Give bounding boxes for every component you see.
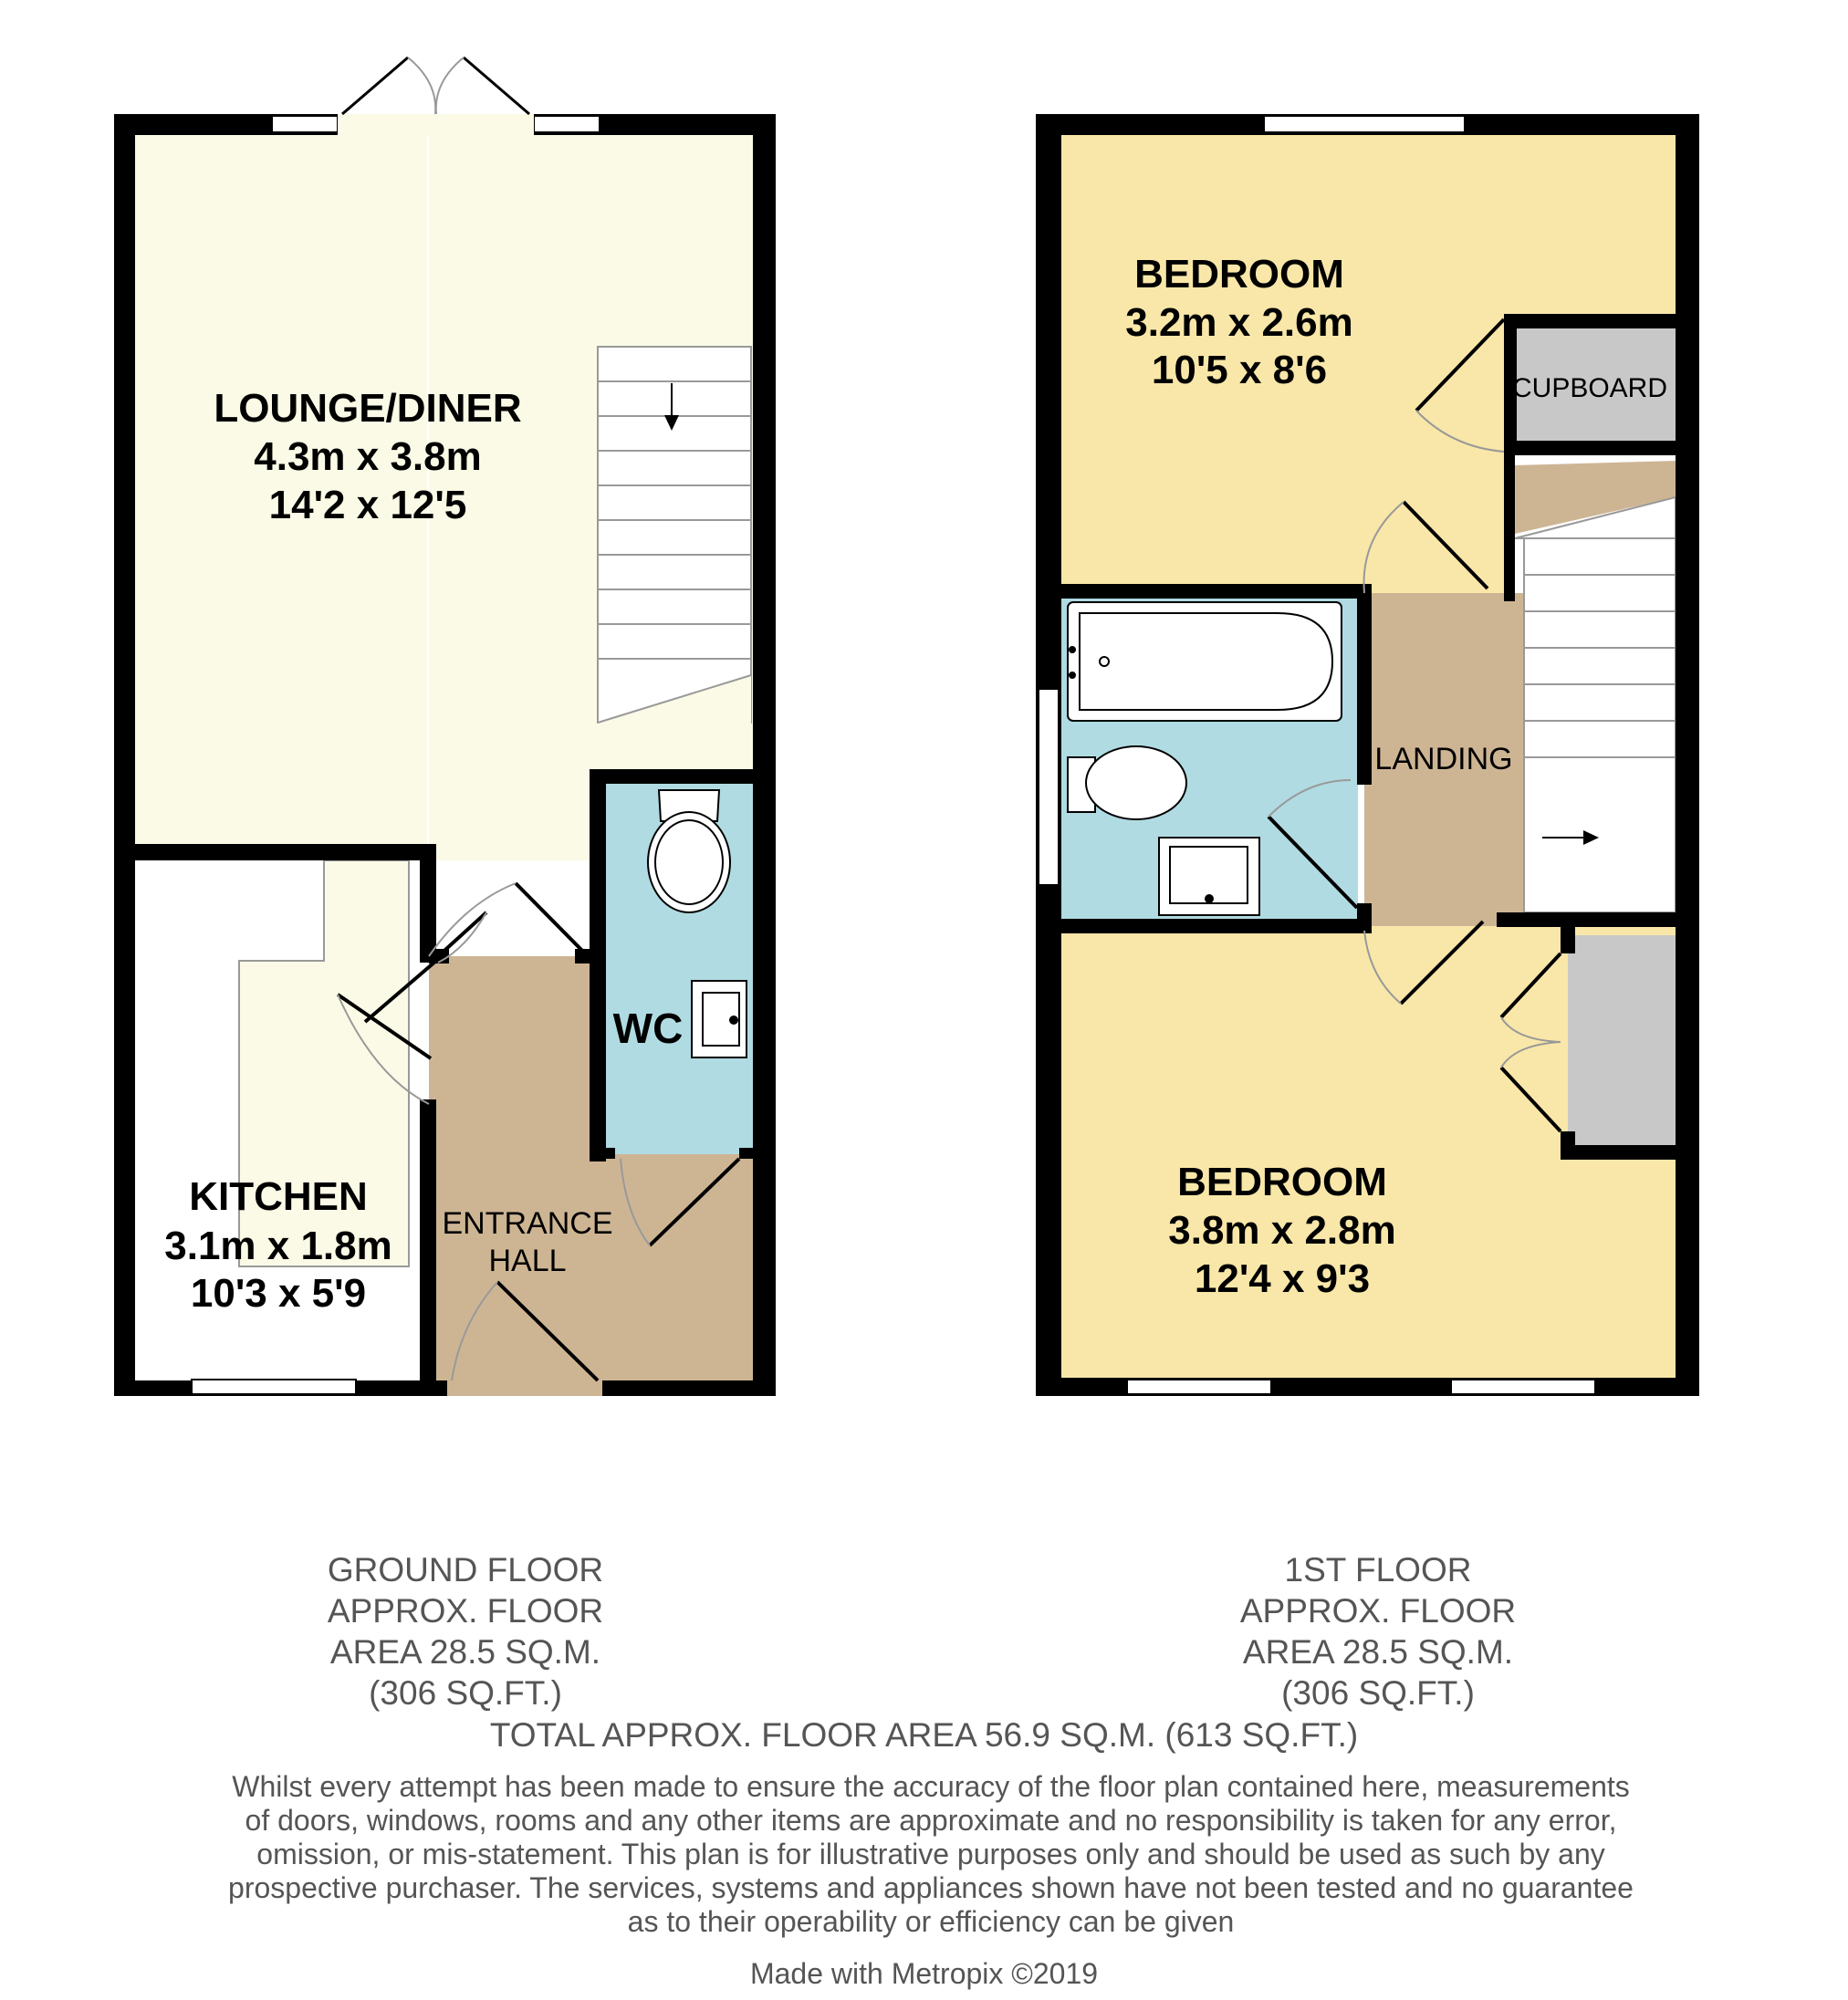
french-doors: [342, 57, 529, 114]
bedroom2-right-floor: [1568, 1157, 1676, 1378]
bedroom1-imperial: 10'5 x 8'6: [1151, 348, 1328, 392]
bedroom1-window: [1264, 116, 1465, 132]
bathroom-right-wall-upper: [1357, 584, 1372, 785]
ground-floor-caption: [201, 1549, 730, 1714]
bedroom2-metric: 3.8m x 2.8m: [1168, 1208, 1396, 1253]
ground-caption-line: GROUND FLOOR: [327, 1551, 604, 1589]
ground-caption-line: (306 SQ.FT.): [369, 1674, 562, 1712]
lounge-window-left: [272, 116, 338, 132]
landing-name: LANDING: [1374, 742, 1513, 776]
ground-caption-line: AREA 28.5 SQ.M.: [329, 1633, 601, 1671]
bathroom-window: [1039, 689, 1059, 885]
kitchen-right-wall-upper: [420, 844, 436, 963]
landing-right-wall: [1504, 455, 1515, 601]
wardrobe-left-wall-top: [1561, 926, 1575, 953]
kitchen-window: [192, 1380, 356, 1394]
total-floor-area: TOTAL APPROX. FLOOR AREA 56.9 SQ.M. (613 SQ.FT.): [489, 1716, 1359, 1754]
lounge-imperial: 14'2 x 12'5: [268, 483, 467, 527]
wc-left-wall: [590, 769, 606, 1161]
hall-name-line2: HALL: [488, 1244, 567, 1278]
wc-top-wall: [590, 769, 763, 784]
bath-inner: [1080, 613, 1332, 710]
stair-bottom-wall: [1497, 912, 1699, 927]
kitchen-top-wall: [135, 844, 436, 860]
disclaimer-text: Whilst every attempt has been made to ensure the accuracy of the floor plan contained here, measurements of doors, windows, rooms and any other items are approximate and no responsibility is taken for any error, omission, or mis-statement. This plan is for illustrative purposes only and should be used as such by any prospective purchaser. The services, systems and appliances shown have not been tested and no guarantee as to their operability or efficiency can be given: [228, 1770, 1634, 1938]
french-door-gap: [338, 114, 534, 135]
cupboard-bottom-wall: [1504, 441, 1686, 455]
cupboard-name: CUPBOARD: [1511, 373, 1668, 403]
kitchen-name: KITCHEN: [189, 1174, 368, 1219]
first-floor-caption: [1113, 1549, 1643, 1714]
bedroom2-name: BEDROOM: [1177, 1160, 1387, 1204]
first-caption-line: AREA 28.5 SQ.M.: [1242, 1633, 1514, 1671]
first-caption-line: 1ST FLOOR: [1284, 1551, 1472, 1589]
kitchen-right-wall-lower: [420, 1099, 436, 1380]
bedroom2-imperial: 12'4 x 9'3: [1194, 1256, 1371, 1301]
first-caption-line: (306 SQ.FT.): [1281, 1674, 1475, 1712]
bedroom2-window-left: [1127, 1380, 1271, 1394]
wc-bottom-wall-right: [739, 1148, 757, 1159]
kitchen-imperial: 10'3 x 5'9: [190, 1271, 367, 1316]
bathroom-top-wall: [1061, 584, 1372, 599]
lounge-metric: 4.3m x 3.8m: [254, 434, 482, 479]
ground-staircase: [598, 347, 751, 730]
bathroom-bottom-wall: [1061, 919, 1372, 933]
hall-name-line1: ENTRANCE: [442, 1206, 613, 1241]
bedroom1-name: BEDROOM: [1134, 252, 1344, 297]
bathroom-toilet-bowl: [1086, 746, 1186, 819]
lounge-name: LOUNGE/DINER: [214, 386, 522, 431]
bedroom2-main-floor: [1061, 926, 1568, 1378]
wc-name: WC: [612, 1005, 684, 1052]
cupboard-top-wall: [1504, 314, 1686, 328]
metropix-credit: Made with Metropix ©2019: [749, 1957, 1099, 1990]
ground-caption-line: APPROX. FLOOR: [327, 1592, 604, 1630]
wardrobe-bottom-wall: [1561, 1145, 1699, 1160]
bedroom1-metric: 3.2m x 2.6m: [1125, 300, 1353, 345]
wc-bottom-wall-left: [590, 1148, 615, 1159]
lounge-window-right: [534, 116, 600, 132]
front-door-gap: [447, 1380, 602, 1396]
bedroom2-window-right: [1451, 1380, 1595, 1394]
first-caption-line: APPROX. FLOOR: [1239, 1592, 1517, 1630]
first-staircase: [1515, 497, 1676, 912]
wardrobe-floor: [1568, 935, 1676, 1150]
kitchen-metric: 3.1m x 1.8m: [164, 1224, 392, 1268]
